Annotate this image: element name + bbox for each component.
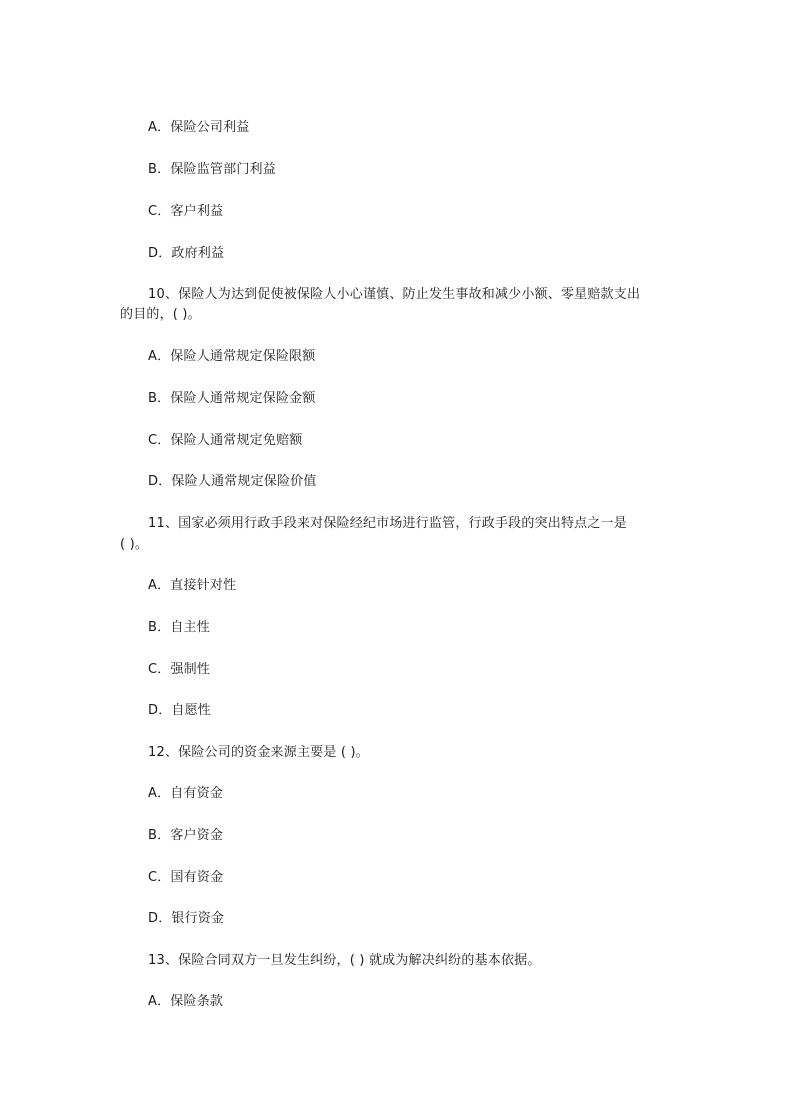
question-12-stem: 12、保险公司的资金来源主要是 ( )。 xyxy=(148,745,369,760)
option-a: A．直接针对性 xyxy=(148,578,237,593)
option-a: A．保险公司利益 xyxy=(148,120,250,135)
option-a: A．自有资金 xyxy=(148,786,224,801)
option-b: B．保险人通常规定保险金额 xyxy=(148,391,316,406)
option-d: D．保险人通常规定保险价值 xyxy=(148,474,317,489)
option-d: D．自愿性 xyxy=(148,703,212,718)
question-10-stem: 10、保险人为达到促使被保险人小心谨慎、防止发生事故和减少小额、零星赔款支出 xyxy=(148,287,641,302)
option-d: D．政府利益 xyxy=(148,246,225,261)
option-b: B．保险监管部门利益 xyxy=(148,162,276,177)
option-c: C．保险人通常规定免赔额 xyxy=(148,433,303,448)
option-b: B．自主性 xyxy=(148,620,210,635)
option-d: D．银行资金 xyxy=(148,911,225,926)
option-c: C．客户利益 xyxy=(148,204,224,219)
option-b: B．客户资金 xyxy=(148,828,224,843)
question-10-stem-cont: 的目的，( )。 xyxy=(120,307,201,322)
option-a: A．保险条款 xyxy=(148,994,224,1009)
question-11-stem-cont: ( )。 xyxy=(120,537,149,552)
option-c: C．强制性 xyxy=(148,662,211,677)
option-a: A．保险人通常规定保险限额 xyxy=(148,349,316,364)
question-11-stem: 11、国家必须用行政手段来对保险经纪市场进行监管，行政手段的突出特点之一是 xyxy=(148,516,627,531)
option-c: C．国有资金 xyxy=(148,870,224,885)
question-13-stem: 13、保险合同双方一旦发生纠纷，( ) 就成为解决纠纷的基本依据。 xyxy=(148,953,541,968)
